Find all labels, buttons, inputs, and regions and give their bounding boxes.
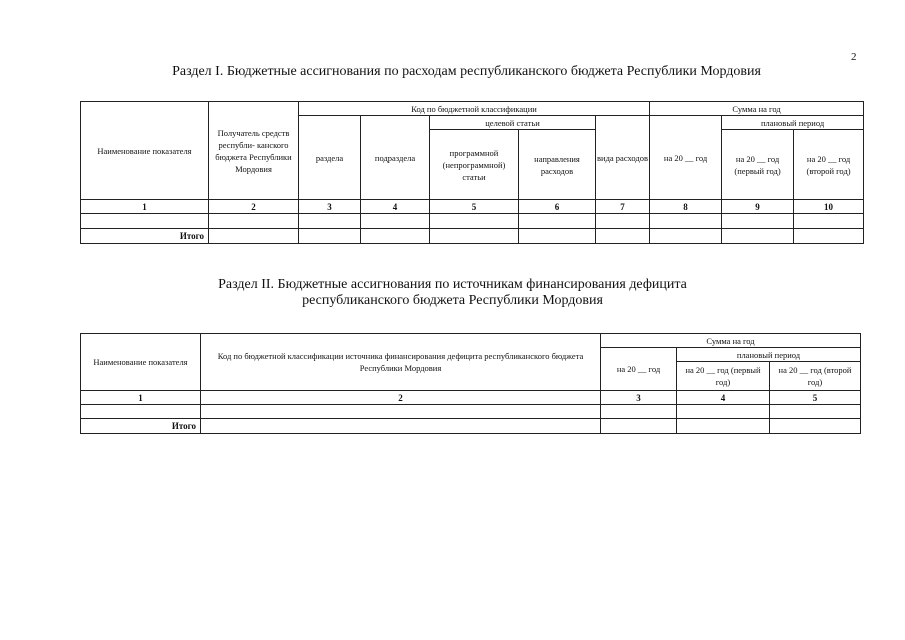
header-name: Наименование показателя <box>81 334 201 391</box>
column-number: 10 <box>794 200 864 214</box>
header-direction: направления расходов <box>519 130 596 200</box>
table-cell <box>722 214 794 229</box>
total-label: Итого <box>81 229 209 244</box>
column-number: 2 <box>201 391 601 405</box>
page-number: 2 <box>851 51 857 63</box>
column-number: 7 <box>596 200 650 214</box>
header-code: Код по бюджетной классификации источника финансирования дефицита республиканского бюджета Республики Мордовия <box>201 334 601 391</box>
column-number: 5 <box>430 200 519 214</box>
column-number: 8 <box>650 200 722 214</box>
table-cell <box>299 229 361 244</box>
table-cell <box>677 419 770 434</box>
section2-title-line1: Раздел II. Бюджетные ассигнования по источникам финансирования дефицита <box>218 277 687 292</box>
total-row <box>81 419 861 434</box>
header-sum: Сумма на год <box>601 334 861 348</box>
table-cell <box>601 405 677 419</box>
table-cell <box>519 214 596 229</box>
table-cell <box>299 214 361 229</box>
table-cell <box>794 214 864 229</box>
header-target: целевой статьи <box>430 116 596 130</box>
table-cell <box>201 419 601 434</box>
column-number: 3 <box>601 391 677 405</box>
column-numbers-row <box>81 200 864 214</box>
header-current-year: на 20 __ год <box>601 348 677 391</box>
column-number: 3 <box>299 200 361 214</box>
table-cell <box>722 229 794 244</box>
section1-title: Раздел I. Бюджетные ассигнования по расходам республиканского бюджета Республики Мордовия <box>172 64 761 79</box>
column-number: 9 <box>722 200 794 214</box>
column-number: 5 <box>770 391 861 405</box>
column-number: 4 <box>677 391 770 405</box>
header-section: раздела <box>299 116 361 200</box>
table-cell <box>361 214 430 229</box>
table-cell <box>677 405 770 419</box>
table-cell <box>81 405 201 419</box>
table-cell <box>650 229 722 244</box>
section2-title-line2: республиканского бюджета Республики Мордовия <box>302 293 603 308</box>
table-cell <box>601 419 677 434</box>
table-cell <box>361 229 430 244</box>
header-code: Код по бюджетной классификации <box>299 102 650 116</box>
total-label: Итого <box>81 419 201 434</box>
table-cell <box>81 214 209 229</box>
table-row <box>81 405 861 419</box>
table-cell <box>430 214 519 229</box>
section2-table <box>80 333 861 434</box>
table-cell <box>209 214 299 229</box>
table-cell <box>650 214 722 229</box>
table-cell <box>596 214 650 229</box>
header-second-year: на 20 __ год (второй год) <box>770 362 861 391</box>
header-current-year: на 20 __ год <box>650 116 722 200</box>
header-recipient: Получатель средств республи- канского бюджета Республики Мордовия <box>209 102 299 200</box>
header-subsection: подраздела <box>361 116 430 200</box>
header-name: Наименование показателя <box>81 102 209 200</box>
table-cell <box>209 229 299 244</box>
table-cell <box>430 229 519 244</box>
table-cell <box>770 419 861 434</box>
table-cell <box>770 405 861 419</box>
table-row <box>81 214 864 229</box>
header-second-year: на 20 __ год (второй год) <box>794 130 864 200</box>
header-sum: Сумма на год <box>650 102 864 116</box>
column-number: 2 <box>209 200 299 214</box>
header-plan-period: плановый период <box>677 348 861 362</box>
table-cell <box>201 405 601 419</box>
table-cell <box>794 229 864 244</box>
column-numbers-row <box>81 391 861 405</box>
column-number: 6 <box>519 200 596 214</box>
column-number: 4 <box>361 200 430 214</box>
table-cell <box>596 229 650 244</box>
header-plan-period: плановый период <box>722 116 864 130</box>
total-row <box>81 229 864 244</box>
column-number: 1 <box>81 200 209 214</box>
table-cell <box>519 229 596 244</box>
column-number: 1 <box>81 391 201 405</box>
header-expense-type: вида расходов <box>596 116 650 200</box>
section1-table <box>80 101 864 244</box>
header-program: программной (непрограммной) статьи <box>430 130 519 200</box>
header-first-year: на 20 __ год (первый год) <box>722 130 794 200</box>
header-first-year: на 20 __ год (первый год) <box>677 362 770 391</box>
